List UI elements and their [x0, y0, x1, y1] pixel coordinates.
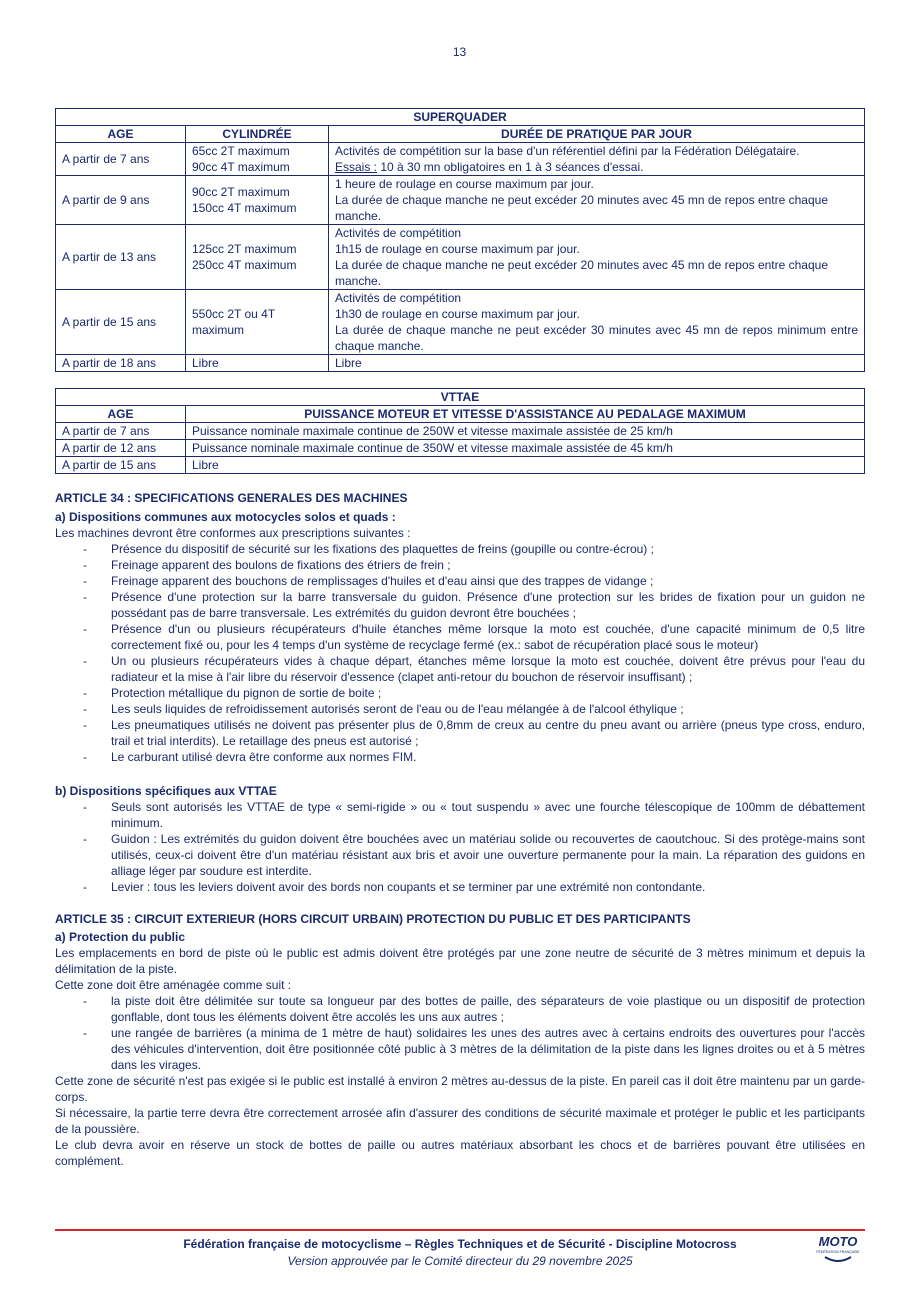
paragraph: Cette zone de sécurité n'est pas exigée si le public est installé à environ 2 mètres au-dessus de la piste. En pareil cas il doit être maintenu par un garde-corps. — [55, 1074, 865, 1104]
vttae-table — [55, 388, 865, 474]
duree-cell: Activités de compétition 1h15 de roulage en course maximum par jour. La durée de chaque manche ne peut excéder 20 minutes avec 45 mn de repos entre chaque manche. — [329, 225, 865, 290]
list-item: - la piste doit être délimitée sur toute sa longueur par des bottes de paille, des séparateurs de voie plastique ou un dispositif de protection gonflable, dont tous les éléments doivent être accolés les uns aux autres ; — [111, 993, 865, 1025]
page-number: 13 — [452, 45, 467, 59]
age-cell: A partir de 12 ans — [56, 440, 186, 457]
duree-cell: Activités de compétition sur la base d'un référentiel défini par la Fédération Délégataire. Essais : 10 à 30 mn obligatoires en 1 à 3 séances d'essai. — [329, 143, 865, 176]
article-34-a-heading: a) Dispositions communes aux motocycles solos et quads : — [55, 510, 396, 524]
list-item: - Un ou plusieurs récupérateurs vides à chaque départ, étanches même lorsque la moto est couchée, doivent être prévus pour l'eau du radiateur et la mise à l'air libre du réservoir d'essence (clapet anti-retour du bouchon de réservoir insuffisant) ; — [111, 653, 865, 685]
header-age: AGE — [56, 406, 186, 423]
article-34-a-intro: Les machines devront être conformes aux prescriptions suivantes : — [55, 526, 411, 540]
cylindree-cell: Libre — [186, 355, 329, 372]
table-row — [56, 176, 865, 225]
svg-text:FÉDÉRATION FRANÇAISE: FÉDÉRATION FRANÇAISE — [816, 1250, 860, 1254]
duree-cell: Libre — [329, 355, 865, 372]
paragraph: Si nécessaire, la partie terre devra être correctement arrosée afin d'assurer des conditions de sécurité maximale et protéger le public et les participants de la poussière. — [55, 1106, 865, 1136]
moto-logo-icon — [815, 1230, 861, 1270]
list-item: - Freinage apparent des bouchons de remplissages d'huiles et d'eau ainsi que des trappes de vidange ; — [111, 573, 865, 589]
article-34-b-heading: b) Dispositions spécifiques aux VTTAE — [55, 784, 277, 798]
list-item: - Freinage apparent des boulons de fixations des étriers de frein ; — [111, 557, 865, 573]
header-age: AGE — [56, 126, 186, 143]
duree-cell: Activités de compétition 1h30 de roulage en course maximum par jour. La durée de chaque manche ne peut excéder 30 minutes avec 45 mn de repos minimum entre chaque manche. — [329, 290, 865, 355]
table-row — [56, 355, 865, 372]
list-item: - Protection métallique du pignon de sortie de boite ; — [111, 685, 865, 701]
table-row — [56, 290, 865, 355]
article-35-list — [55, 993, 865, 1073]
article-35-a-heading: a) Protection du public — [55, 930, 186, 944]
article-34-heading: ARTICLE 34 : SPECIFICATIONS GENERALES DES MACHINES — [55, 491, 408, 505]
table-row — [56, 423, 865, 440]
age-cell: A partir de 7 ans — [56, 143, 186, 176]
paragraph: Le club devra avoir en réserve un stock de bottes de paille ou autres matériaux absorbant les chocs et de barrières pouvant être utilisées en complément. — [55, 1138, 865, 1168]
list-item: - une rangée de barrières (a minima de 1 mètre de haut) solidaires les unes des autres avec à certains endroits des ouvertures pour l'accès des véhicules d'intervention, doit être positionnée côté public à 3 mètres de la délimitation de la piste dans les lignes droites ou et à 5 mètres dans les virages. — [111, 1025, 865, 1073]
footer-rule — [55, 1229, 865, 1231]
vttae-title: VTTAE — [56, 389, 865, 406]
paragraph: Les emplacements en bord de piste où le public est admis doivent être protégés par une zone neutre de sécurité de 3 mètres minimum et depuis la délimitation de la piste. — [55, 946, 865, 976]
table-row — [56, 457, 865, 474]
svg-text:MOTO: MOTO — [818, 1234, 858, 1249]
list-item: - Levier : tous les leviers doivent avoir des bords non coupants et se terminer par une extrémité non contondante. — [111, 879, 865, 895]
age-cell: A partir de 18 ans — [56, 355, 186, 372]
paragraph: Cette zone doit être aménagée comme suit : — [55, 978, 292, 992]
superquader-title: SUPERQUADER — [56, 109, 865, 126]
cylindree-cell: 65cc 2T maximum 90cc 4T maximum — [186, 143, 329, 176]
list-item: - Présence du dispositif de sécurité sur les fixations des plaquettes de freins (goupille ou contre-écrou) ; — [111, 541, 865, 557]
puissance-cell: Libre — [186, 457, 865, 474]
cylindree-cell: 125cc 2T maximum 250cc 4T maximum — [186, 225, 329, 290]
list-item: - Seuls sont autorisés les VTTAE de type « semi-rigide » ou « tout suspendu » avec une fourche télescopique de 100mm de débattement minimum. — [111, 799, 865, 831]
cylindree-cell: 550cc 2T ou 4T maximum — [186, 290, 329, 355]
table-row — [56, 440, 865, 457]
header-puissance: PUISSANCE MOTEUR ET VITESSE D'ASSISTANCE AU PEDALAGE MAXIMUM — [186, 406, 865, 423]
list-item: - Le carburant utilisé devra être conforme aux normes FIM. — [111, 749, 865, 765]
header-cylindree: CYLINDRÉE — [186, 126, 329, 143]
age-cell: A partir de 13 ans — [56, 225, 186, 290]
cylindree-cell: 90cc 2T maximum 150cc 4T maximum — [186, 176, 329, 225]
article-35-heading: ARTICLE 35 : CIRCUIT EXTERIEUR (HORS CIRCUIT URBAIN) PROTECTION DU PUBLIC ET DES PARTICIPANTS — [55, 912, 691, 926]
superquader-table — [55, 108, 865, 372]
age-cell: A partir de 15 ans — [56, 457, 186, 474]
essais-label: Essais : — [335, 160, 378, 174]
page-content — [55, 108, 865, 1169]
header-duree: DURÉE DE PRATIQUE PAR JOUR — [329, 126, 865, 143]
footer-version: Version approuvée par le Comité directeur du 29 novembre 2025 — [287, 1254, 633, 1268]
article-34-a-list — [55, 541, 865, 765]
age-cell: A partir de 7 ans — [56, 423, 186, 440]
list-item: - Guidon : Les extrémités du guidon doivent être bouchées avec un matériau solide ou recouvertes de caoutchouc. Si des protège-mains sont utilisés, ceux-ci doivent être d'un matériau résistant aux bris et avoir une ouverture permanente pour la main. La réparation des guidons en alliage léger par soudure est interdite. — [111, 831, 865, 879]
duree-cell: 1 heure de roulage en course maximum par jour. La durée de chaque manche ne peut excéder 20 minutes avec 45 mn de repos entre chaque manche. — [329, 176, 865, 225]
table-row — [56, 225, 865, 290]
list-item: - Les pneumatiques utilisés ne doivent pas présenter plus de 0,8mm de creux au centre du pneu avant ou arrière (pneus type cross, enduro, trail et trial interdits). Le retaillage des pneus est autorisé ; — [111, 717, 865, 749]
article-34-b-list — [55, 799, 865, 895]
puissance-cell: Puissance nominale maximale continue de 250W et vitesse maximale assistée de 25 km/h — [186, 423, 865, 440]
footer — [55, 1236, 865, 1270]
age-cell: A partir de 9 ans — [56, 176, 186, 225]
puissance-cell: Puissance nominale maximale continue de 350W et vitesse maximale assistée de 45 km/h — [186, 440, 865, 457]
list-item: - Présence d'un ou plusieurs récupérateurs d'huile étanches même lorsque la moto est couchée, d'une capacité minimum de 0,5 litre correctement fixé ou, pour les 4 temps d'un système de recyclage fermé (ex.: sabot de récupération placé sous le moteur) — [111, 621, 865, 653]
table-row — [56, 143, 865, 176]
list-item: - Les seuls liquides de refroidissement autorisés seront de l'eau ou de l'eau mélangée à de l'alcool éthylique ; — [111, 701, 865, 717]
footer-title: Fédération française de motocyclisme – Règles Techniques et de Sécurité - Discipline Motocross — [183, 1237, 737, 1251]
list-item: - Présence d'une protection sur la barre transversale du guidon. Présence d'une protection sur les brides de fixation pour un guidon ne possédant pas de barre transversale. Les extrémités du guidon devront être bouchées ; — [111, 589, 865, 621]
age-cell: A partir de 15 ans — [56, 290, 186, 355]
